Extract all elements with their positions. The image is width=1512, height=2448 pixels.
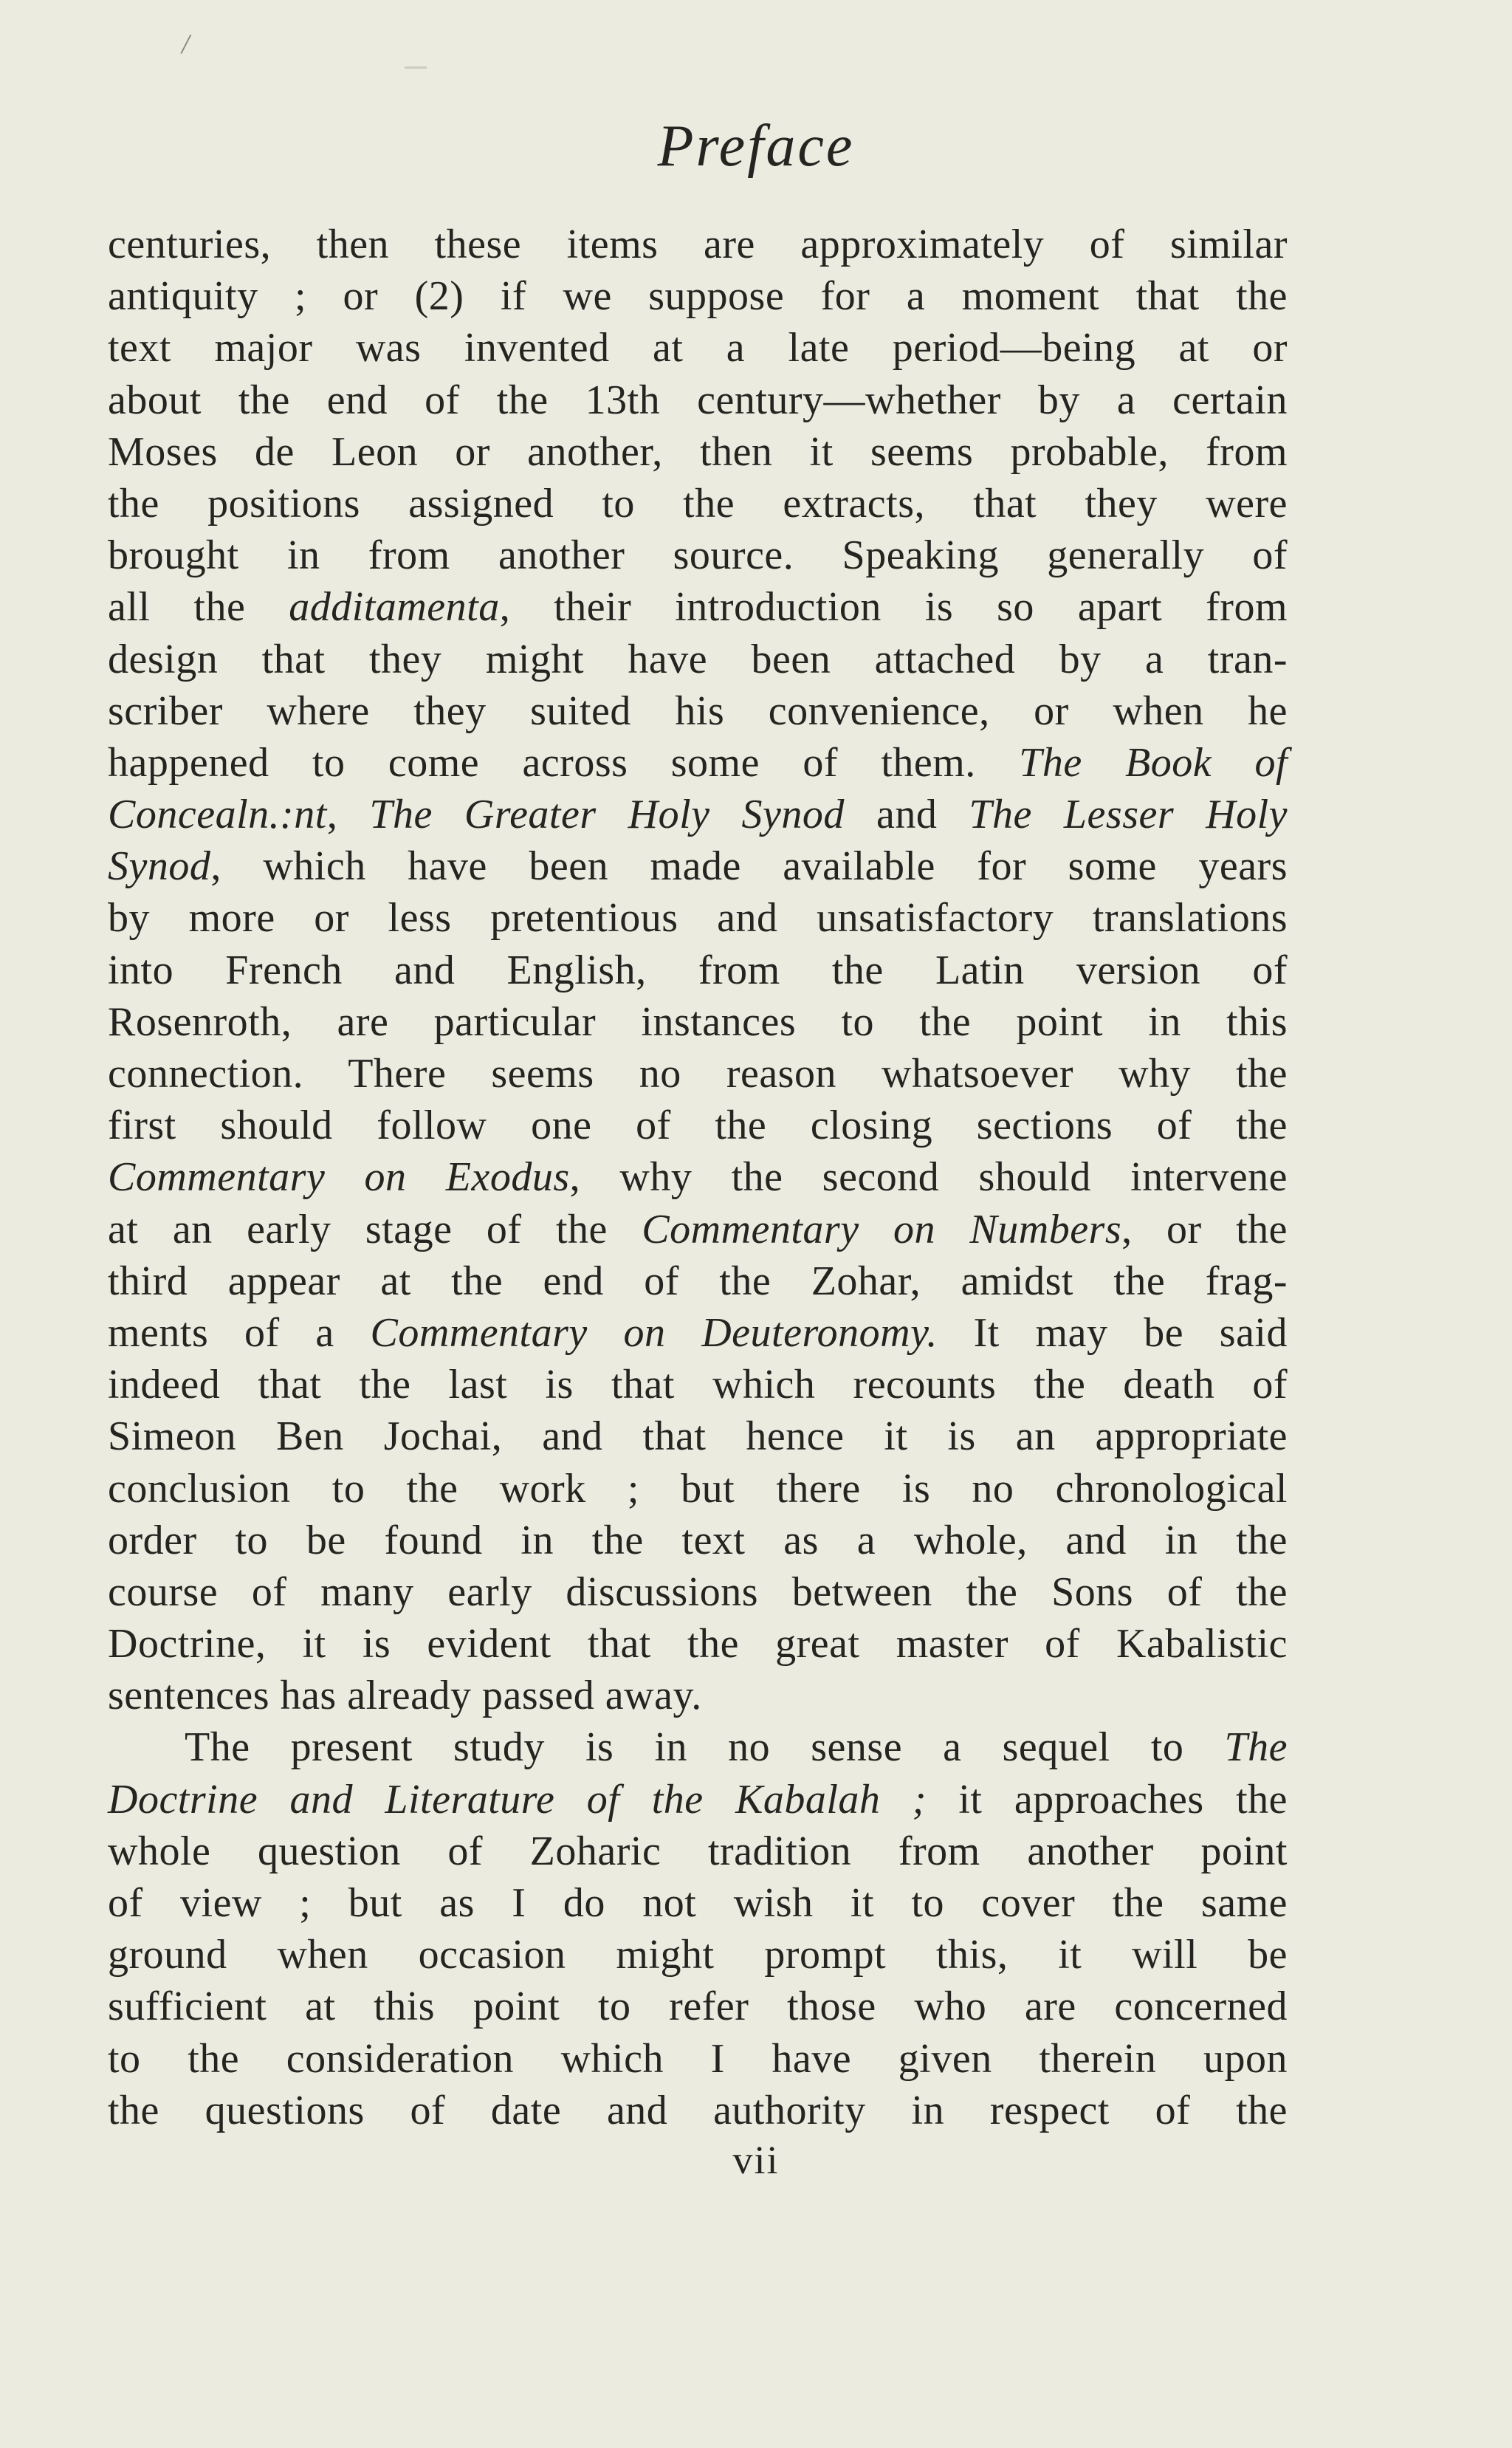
text-line xyxy=(108,1877,1288,1929)
text-run: indeed that the last is that which recounts the death of xyxy=(108,1362,1288,1408)
text-run: It may be said xyxy=(937,1309,1288,1356)
text-run: scriber where they suited his convenience, or when he xyxy=(108,688,1288,734)
text-run: , or the xyxy=(1121,1206,1288,1252)
text-run: , their introduction is so apart from xyxy=(499,584,1288,631)
text-run: happened to come across some of them. xyxy=(108,739,1020,786)
text-run: Rosenroth, are particular instances to the point in this xyxy=(108,998,1288,1045)
text-run: ments of a xyxy=(108,1309,371,1356)
text-run: design that they might have been attached by a tran- xyxy=(108,636,1288,682)
text-line xyxy=(108,1463,1288,1515)
stray-pencil-mark: / xyxy=(182,29,190,60)
text-line xyxy=(108,840,1288,892)
text-run: and xyxy=(844,792,969,838)
page-number: vii xyxy=(732,2138,780,2182)
text-run: , which have been made available for some years xyxy=(210,843,1288,890)
italic-title: Commentary on Exodus xyxy=(108,1154,570,1201)
stray-dash-mark xyxy=(405,66,427,69)
text-line xyxy=(108,1825,1288,1877)
text-run: it approaches the xyxy=(926,1776,1288,1823)
text-line xyxy=(108,529,1288,581)
text-run: ground when occasion might prompt this, it will be xyxy=(108,1932,1288,1978)
text-line xyxy=(108,685,1288,737)
text-run: sentences has already passed away. xyxy=(108,1673,702,1719)
text-run: third appear at the end of the Zohar, amidst the frag- xyxy=(108,1258,1288,1304)
italic-title: The Book of xyxy=(1019,739,1288,786)
text-line xyxy=(108,1359,1288,1410)
text-run: order to be found in the text as a whole, and in the xyxy=(108,1517,1288,1563)
text-run: the questions of date and authority in respect of the xyxy=(108,2087,1288,2133)
text-line xyxy=(108,478,1288,529)
text-run: of view ; but as I do not wish it to cover the same xyxy=(108,1880,1288,1926)
text-run: conclusion to the work ; but there is no chronological xyxy=(108,1465,1288,1512)
text-run: centuries, then these items are approximately of similar xyxy=(108,222,1288,267)
text-line xyxy=(108,2033,1288,2085)
text-run: all the xyxy=(108,584,289,631)
italic-title: Doctrine and Literature of the Kabalah ; xyxy=(108,1776,927,1823)
text-line xyxy=(108,1721,1288,1773)
text-line xyxy=(108,1618,1288,1670)
text-line xyxy=(108,944,1288,996)
running-head: Preface xyxy=(657,114,855,179)
text-line xyxy=(108,581,1288,633)
text-line xyxy=(108,1151,1288,1203)
italic-title: The xyxy=(1224,1724,1288,1771)
text-line xyxy=(108,374,1288,426)
text-run: whole question of Zoharic tradition from another point xyxy=(108,1828,1288,1874)
text-run: to the consideration which I have given therein upon xyxy=(108,2035,1288,2082)
text-run: by more or less pretentious and unsatisfactory translations xyxy=(108,895,1288,942)
text-line xyxy=(108,322,1288,374)
text-run: , why the second should intervene xyxy=(569,1154,1288,1201)
italic-title: The Lesser Holy xyxy=(969,792,1288,838)
text-run: sufficient at this point to refer those who are concerned xyxy=(108,1984,1288,2030)
text-line xyxy=(108,426,1288,478)
body-text xyxy=(108,219,1288,2136)
text-line xyxy=(108,219,1288,270)
text-line xyxy=(108,737,1288,789)
text-run: , xyxy=(326,792,370,838)
text-line xyxy=(108,1670,1288,1721)
text-run: at an early stage of the xyxy=(108,1206,642,1252)
text-run: The present study is in no sense a sequel to xyxy=(185,1724,1225,1771)
text-line xyxy=(108,789,1288,840)
text-line xyxy=(108,1100,1288,1151)
text-run: course of many early discussions between the Sons of the xyxy=(108,1568,1288,1615)
text-line xyxy=(108,634,1288,685)
italic-title: Concealn.:nt xyxy=(108,792,327,838)
text-line xyxy=(108,1929,1288,1981)
text-line xyxy=(108,1515,1288,1566)
italic-title: Synod xyxy=(108,843,211,890)
text-run: connection. There seems no reason whatsoever why the xyxy=(108,1051,1288,1097)
text-line xyxy=(108,1307,1288,1359)
text-run: antiquity ; or (2) if we suppose for a moment that the xyxy=(108,273,1288,320)
text-line xyxy=(108,892,1288,944)
text-line xyxy=(108,2085,1288,2136)
italic-title: additamenta xyxy=(289,584,500,631)
text-run: brought in from another source. Speaking generally of xyxy=(108,532,1288,579)
text-line xyxy=(108,1981,1288,2032)
text-run: Simeon Ben Jochai, and that hence it is an appropriate xyxy=(108,1413,1288,1460)
italic-title: Commentary on Deuteronomy. xyxy=(370,1309,938,1356)
text-run: text major was invented at a late period—being at or xyxy=(108,325,1288,371)
text-run: about the end of the 13th century—whether by a certain xyxy=(108,377,1288,423)
text-line xyxy=(108,996,1288,1048)
italic-title: Commentary on Numbers xyxy=(642,1206,1122,1252)
text-line xyxy=(108,1204,1288,1255)
text-line xyxy=(108,1255,1288,1307)
text-run: first should follow one of the closing sections of the xyxy=(108,1103,1288,1149)
text-line xyxy=(108,1774,1288,1825)
text-line xyxy=(108,1566,1288,1618)
text-line xyxy=(108,270,1288,322)
text-run: the positions assigned to the extracts, that they were xyxy=(108,480,1288,527)
italic-title: The Greater Holy Synod xyxy=(369,792,845,838)
text-run: Moses de Leon or another, then it seems probable, from xyxy=(108,428,1288,475)
text-run: Doctrine, it is evident that the great master of Kabalistic xyxy=(108,1621,1288,1667)
text-line xyxy=(108,1048,1288,1100)
text-run: into French and English, from the Latin version of xyxy=(108,947,1288,993)
text-line xyxy=(108,1410,1288,1462)
